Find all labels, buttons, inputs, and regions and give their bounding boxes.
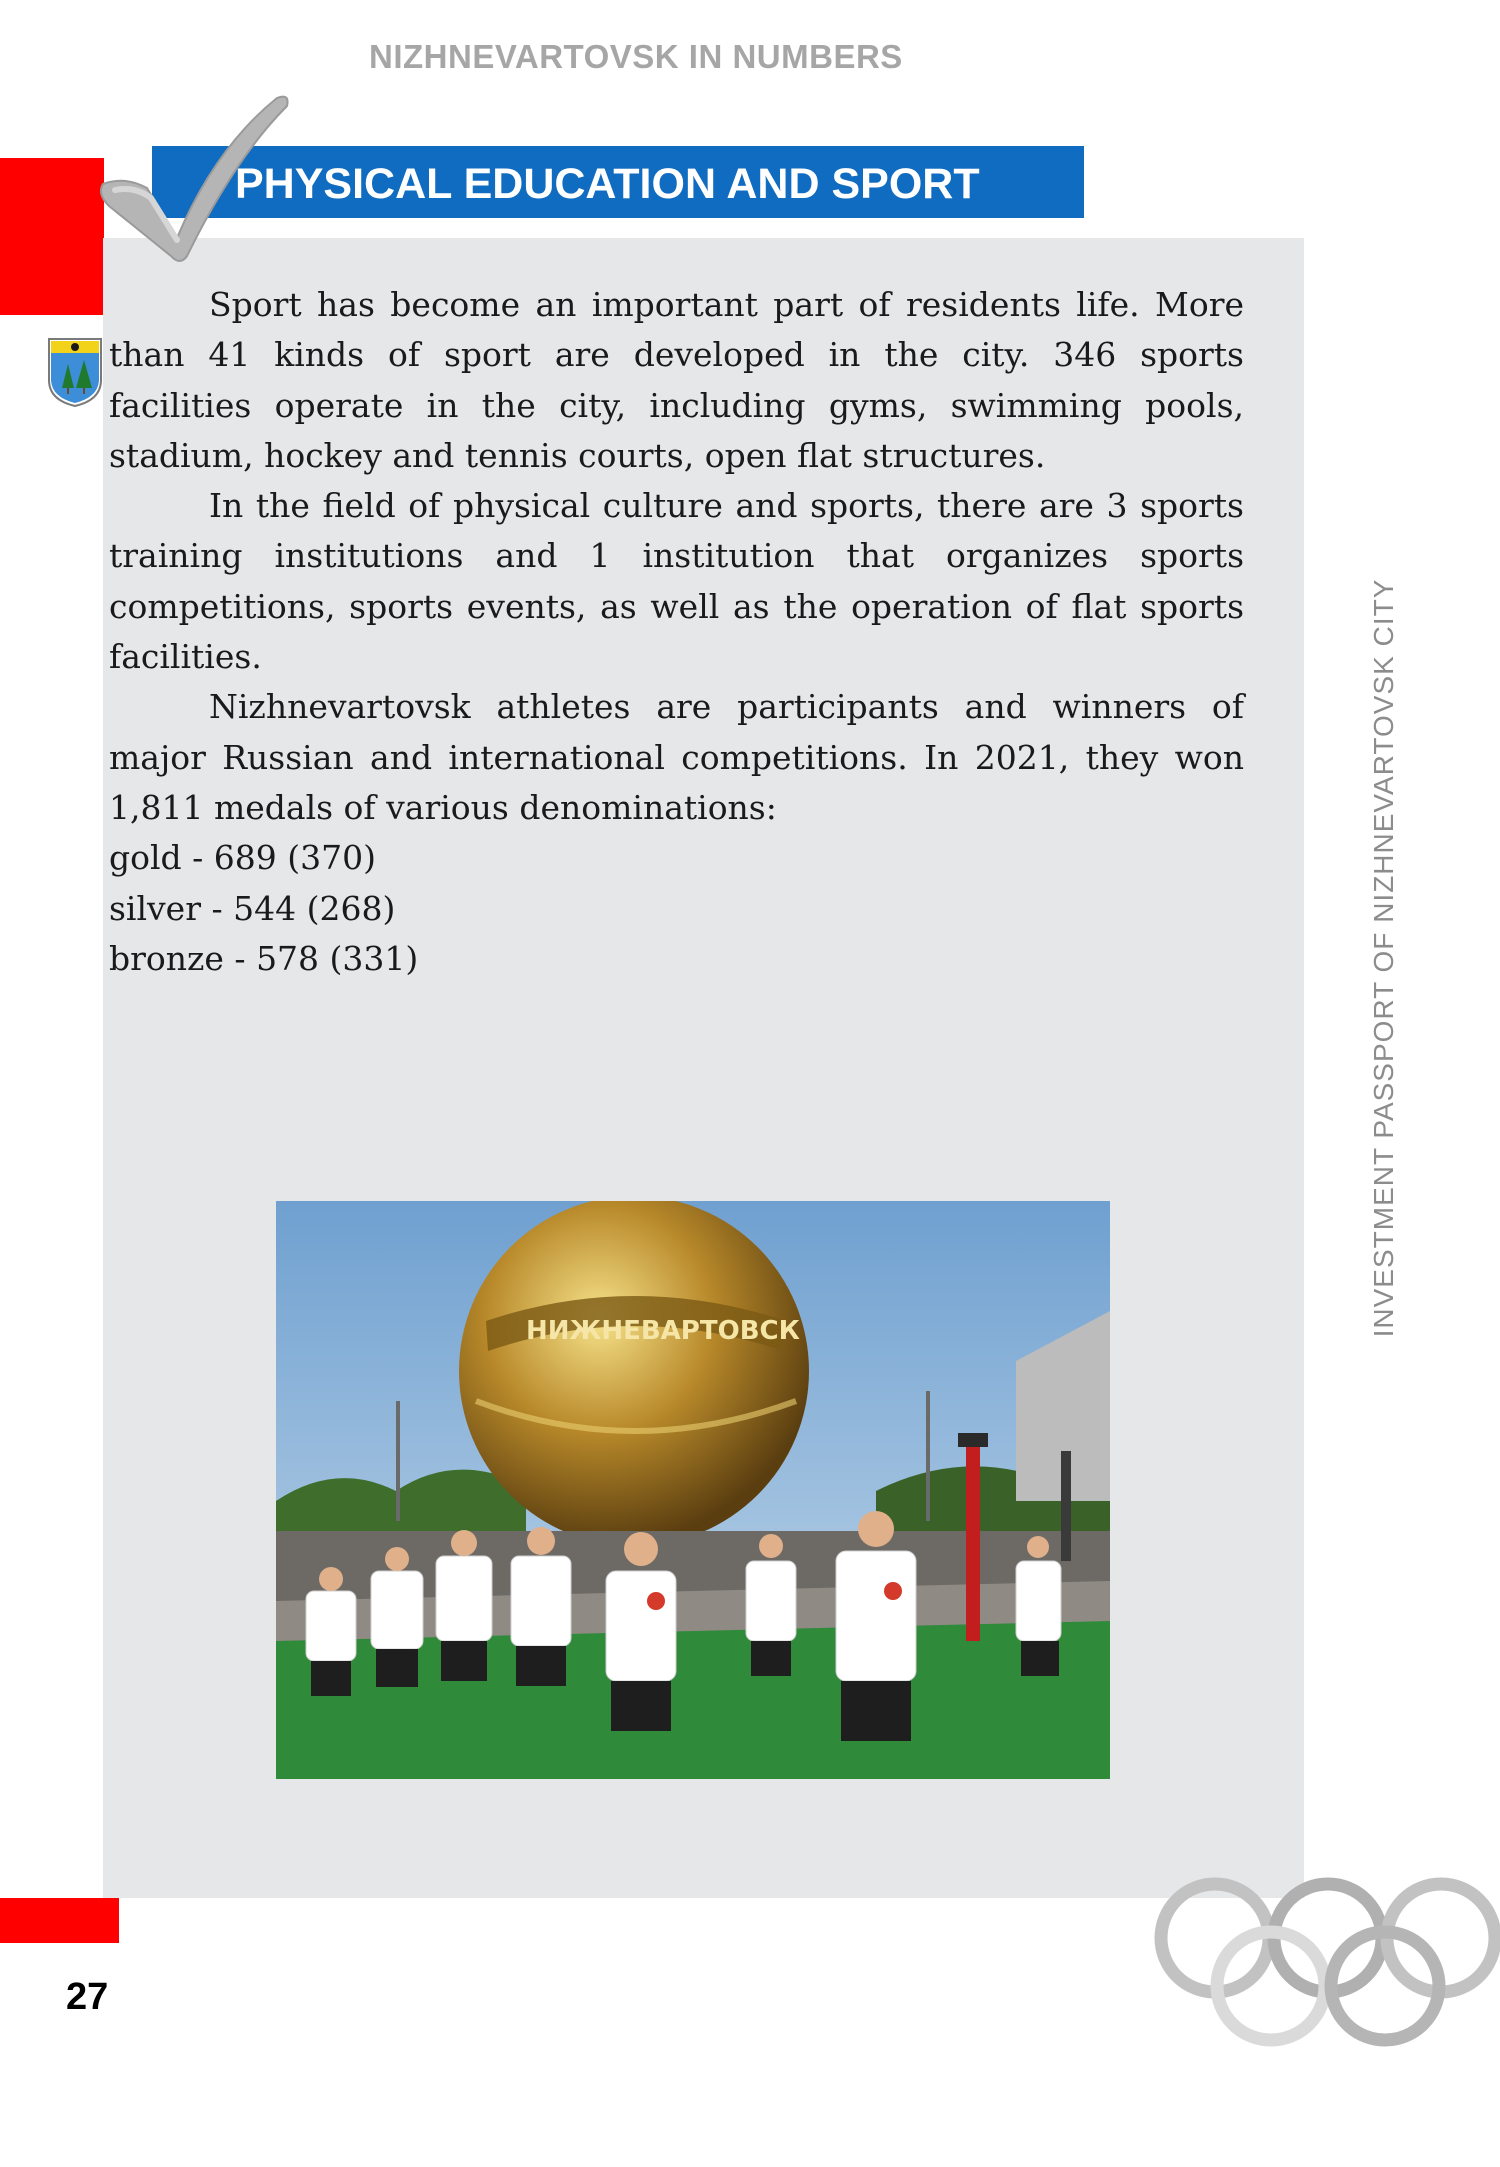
paragraph-institutions: In the field of physical culture and sports, there are 3 sports training institutions and 1 institution that organizes sports competitions, sports events, as well as the operation of flat sports facilities. (109, 486, 1244, 677)
page-number: 27 (66, 1976, 109, 2018)
body-text (109, 280, 1244, 984)
red-accent-block-top (0, 158, 104, 315)
sports-parade-photo (276, 1201, 1110, 1779)
paragraph-sport-intro: Sport has become an important part of residents life. More than 41 kinds of sport are developed in the city. 346 sports facilities operate in the city, including gyms, swimming pools, stadium, hockey and tennis courts, open flat structures. (109, 285, 1244, 475)
page-header-title: NIZHNEVARTOVSK IN NUMBERS (369, 38, 903, 75)
sports-parade-illustration (276, 1201, 1110, 1779)
paragraph-athletes: Nizhnevartovsk athletes are participants and winners of major Russian and international competitions. In 2021, they won 1,811 medals of various denominations: (109, 687, 1244, 827)
globe-text: НИЖНЕВАРТОВСК (526, 1316, 800, 1346)
red-accent-block-bottom (0, 1898, 119, 1943)
section-title: PHYSICAL EDUCATION AND SPORT (235, 160, 980, 208)
side-caption-text: INVESTMENT PASSPORT OF NIZHNEVARTOVSK CITY (1368, 578, 1399, 1338)
checkmark-icon (95, 88, 305, 268)
olympic-rings-icon (1145, 1868, 1500, 2048)
medal-gold: gold - 689 (370) (109, 838, 377, 878)
city-emblem-icon (46, 336, 104, 408)
medal-silver: silver - 544 (268) (109, 888, 396, 928)
medal-bronze: bronze - 578 (331) (109, 938, 419, 978)
